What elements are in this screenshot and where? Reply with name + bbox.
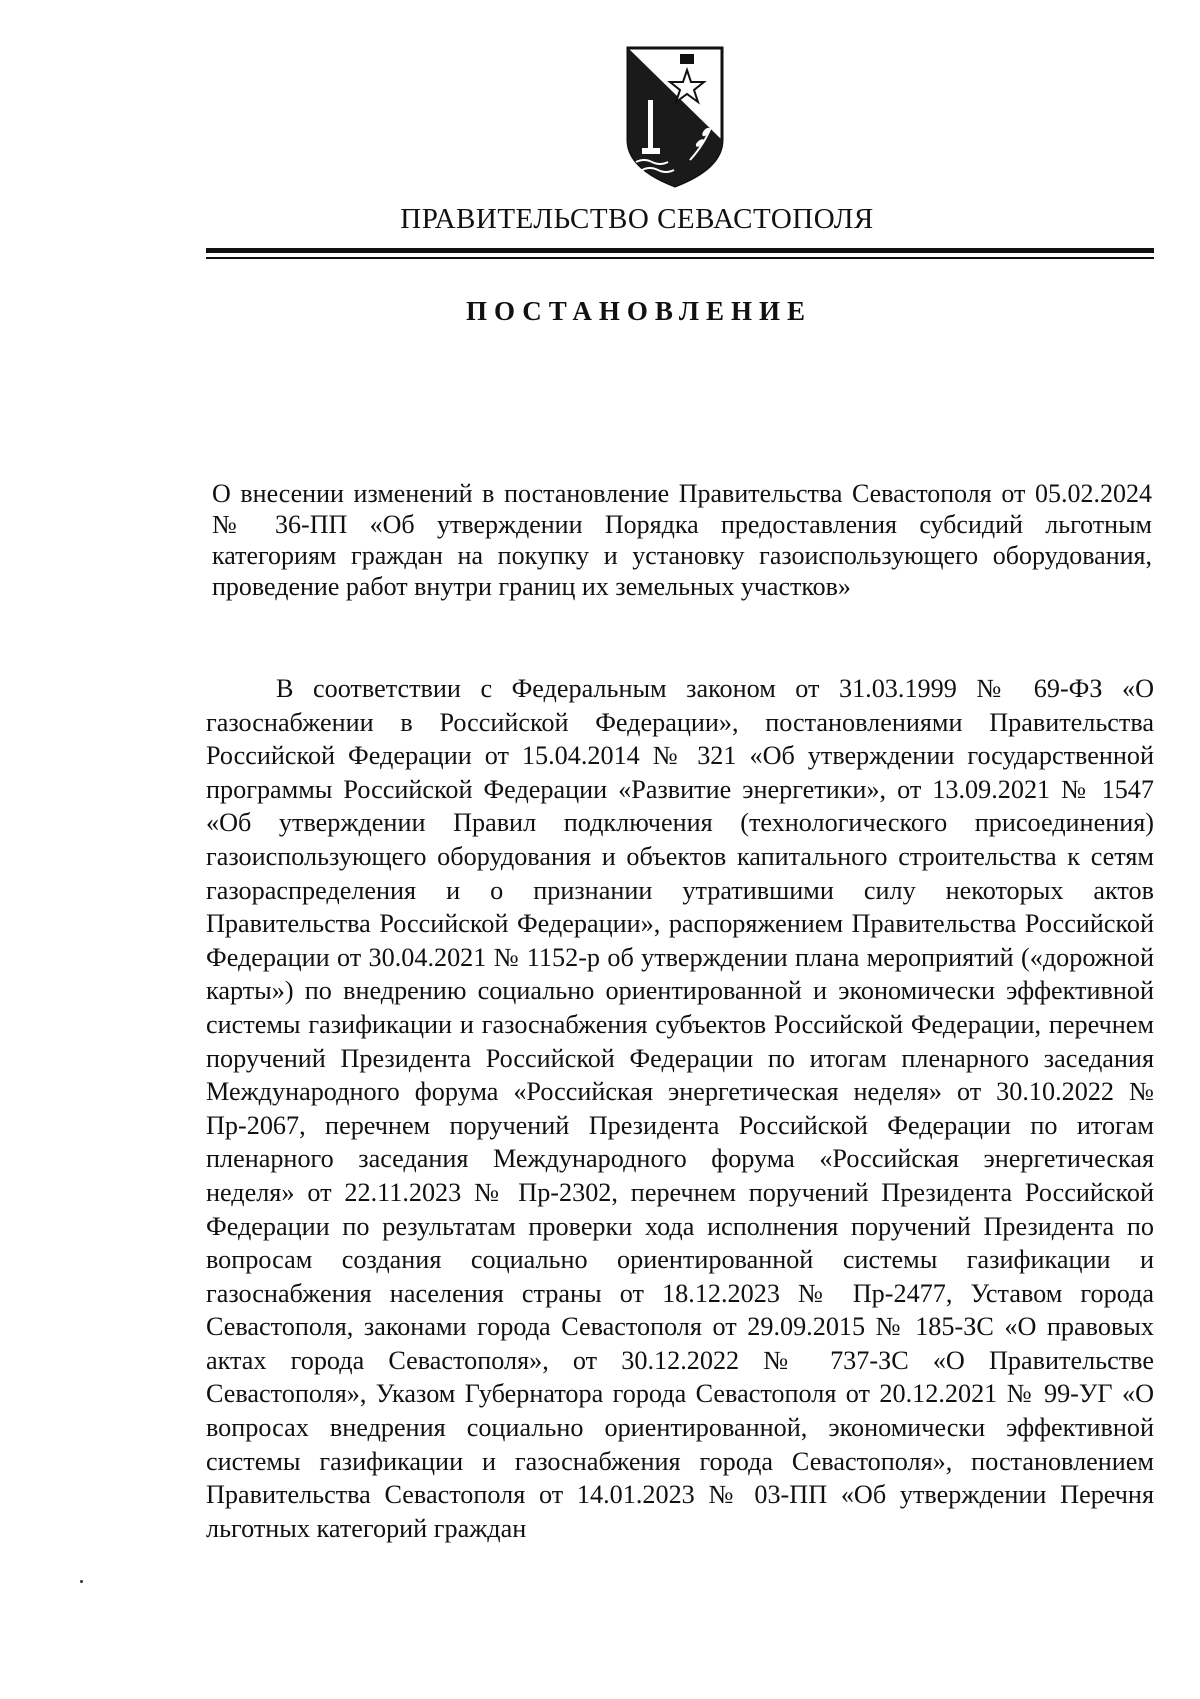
header-rule-thick (206, 248, 1154, 253)
document-subject: О внесении изменений в постановление Правительства Севастополя от 05.02.2024 № 36-ПП «Об утверждении Порядка предоставления субсидий льготным категориям граждан на покупку и установку газоиспользующего оборудования, проведение работ внутри границ их земельных участков» (212, 479, 1152, 601)
document-body (206, 672, 1154, 1545)
organization-name: ПРАВИТЕЛЬСТВО СЕВАСТОПОЛЯ (400, 203, 874, 235)
document-type-title: ПОСТАНОВЛЕНИЕ (465, 296, 813, 326)
header-rule-thin (206, 257, 1154, 259)
body-paragraph: В соответствии с Федеральным законом от 31.03.1999 № 69-ФЗ «О газоснабжении в Российской Федерации», постановлениями Правительства Российской Федерации от 15.04.2014 № 321 «Об утверждении государственной программы Российской Федерации «Развитие энергетики», от 13.09.2021 № 1547 «Об утверждении Правил подключения (технологического присоединения) газоиспользующего оборудования и объектов капитального строительства к сетям газораспределения и о признании утратившими силу некоторых актов Правительства Российской Федерации», распоряжением Правительства Российской Федерации от 30.04.2021 № 1152-р об утверждении плана мероприятий («дорожной карты») по внедрению социально ориентированной и экономически эффективной системы газификации и газоснабжения субъектов Российской Федерации, перечнем поручений Президента Российской Федерации по итогам пленарного заседания Международного форума «Российская энергетическая неделя» от 30.10.2022 № Пр-2067, перечнем поручений Президента Российской Федерации по итогам пленарного заседания Международного форума «Российская энергетическая неделя» от 22.11.2023 № Пр-2302, перечнем поручений Президента Российской Федерации по результатам проверки хода исполнения поручений Президента по вопросам создания социально ориентированной системы газификации и газоснабжения населения страны от 18.12.2023 № Пр-2477, Уставом города Севастополя, законами города Севастополя от 29.09.2015 № 185-ЗС «О правовых актах города Севастополя», от 30.12.2022 № 737-ЗС «О Правительстве Севастополя», Указом Губернатора города Севастополя от 20.12.2021 № 99-УГ «О вопросах внедрения социально ориентированной, экономически эффективной системы газификации и газоснабжения города Севастополя», постановлением Правительства Севастополя от 14.01.2023 № 03-ПП «Об утверждении Перечня льготных категорий граждан (206, 674, 1154, 1543)
coat-of-arms-icon (620, 40, 730, 190)
scan-speck (80, 1580, 83, 1583)
